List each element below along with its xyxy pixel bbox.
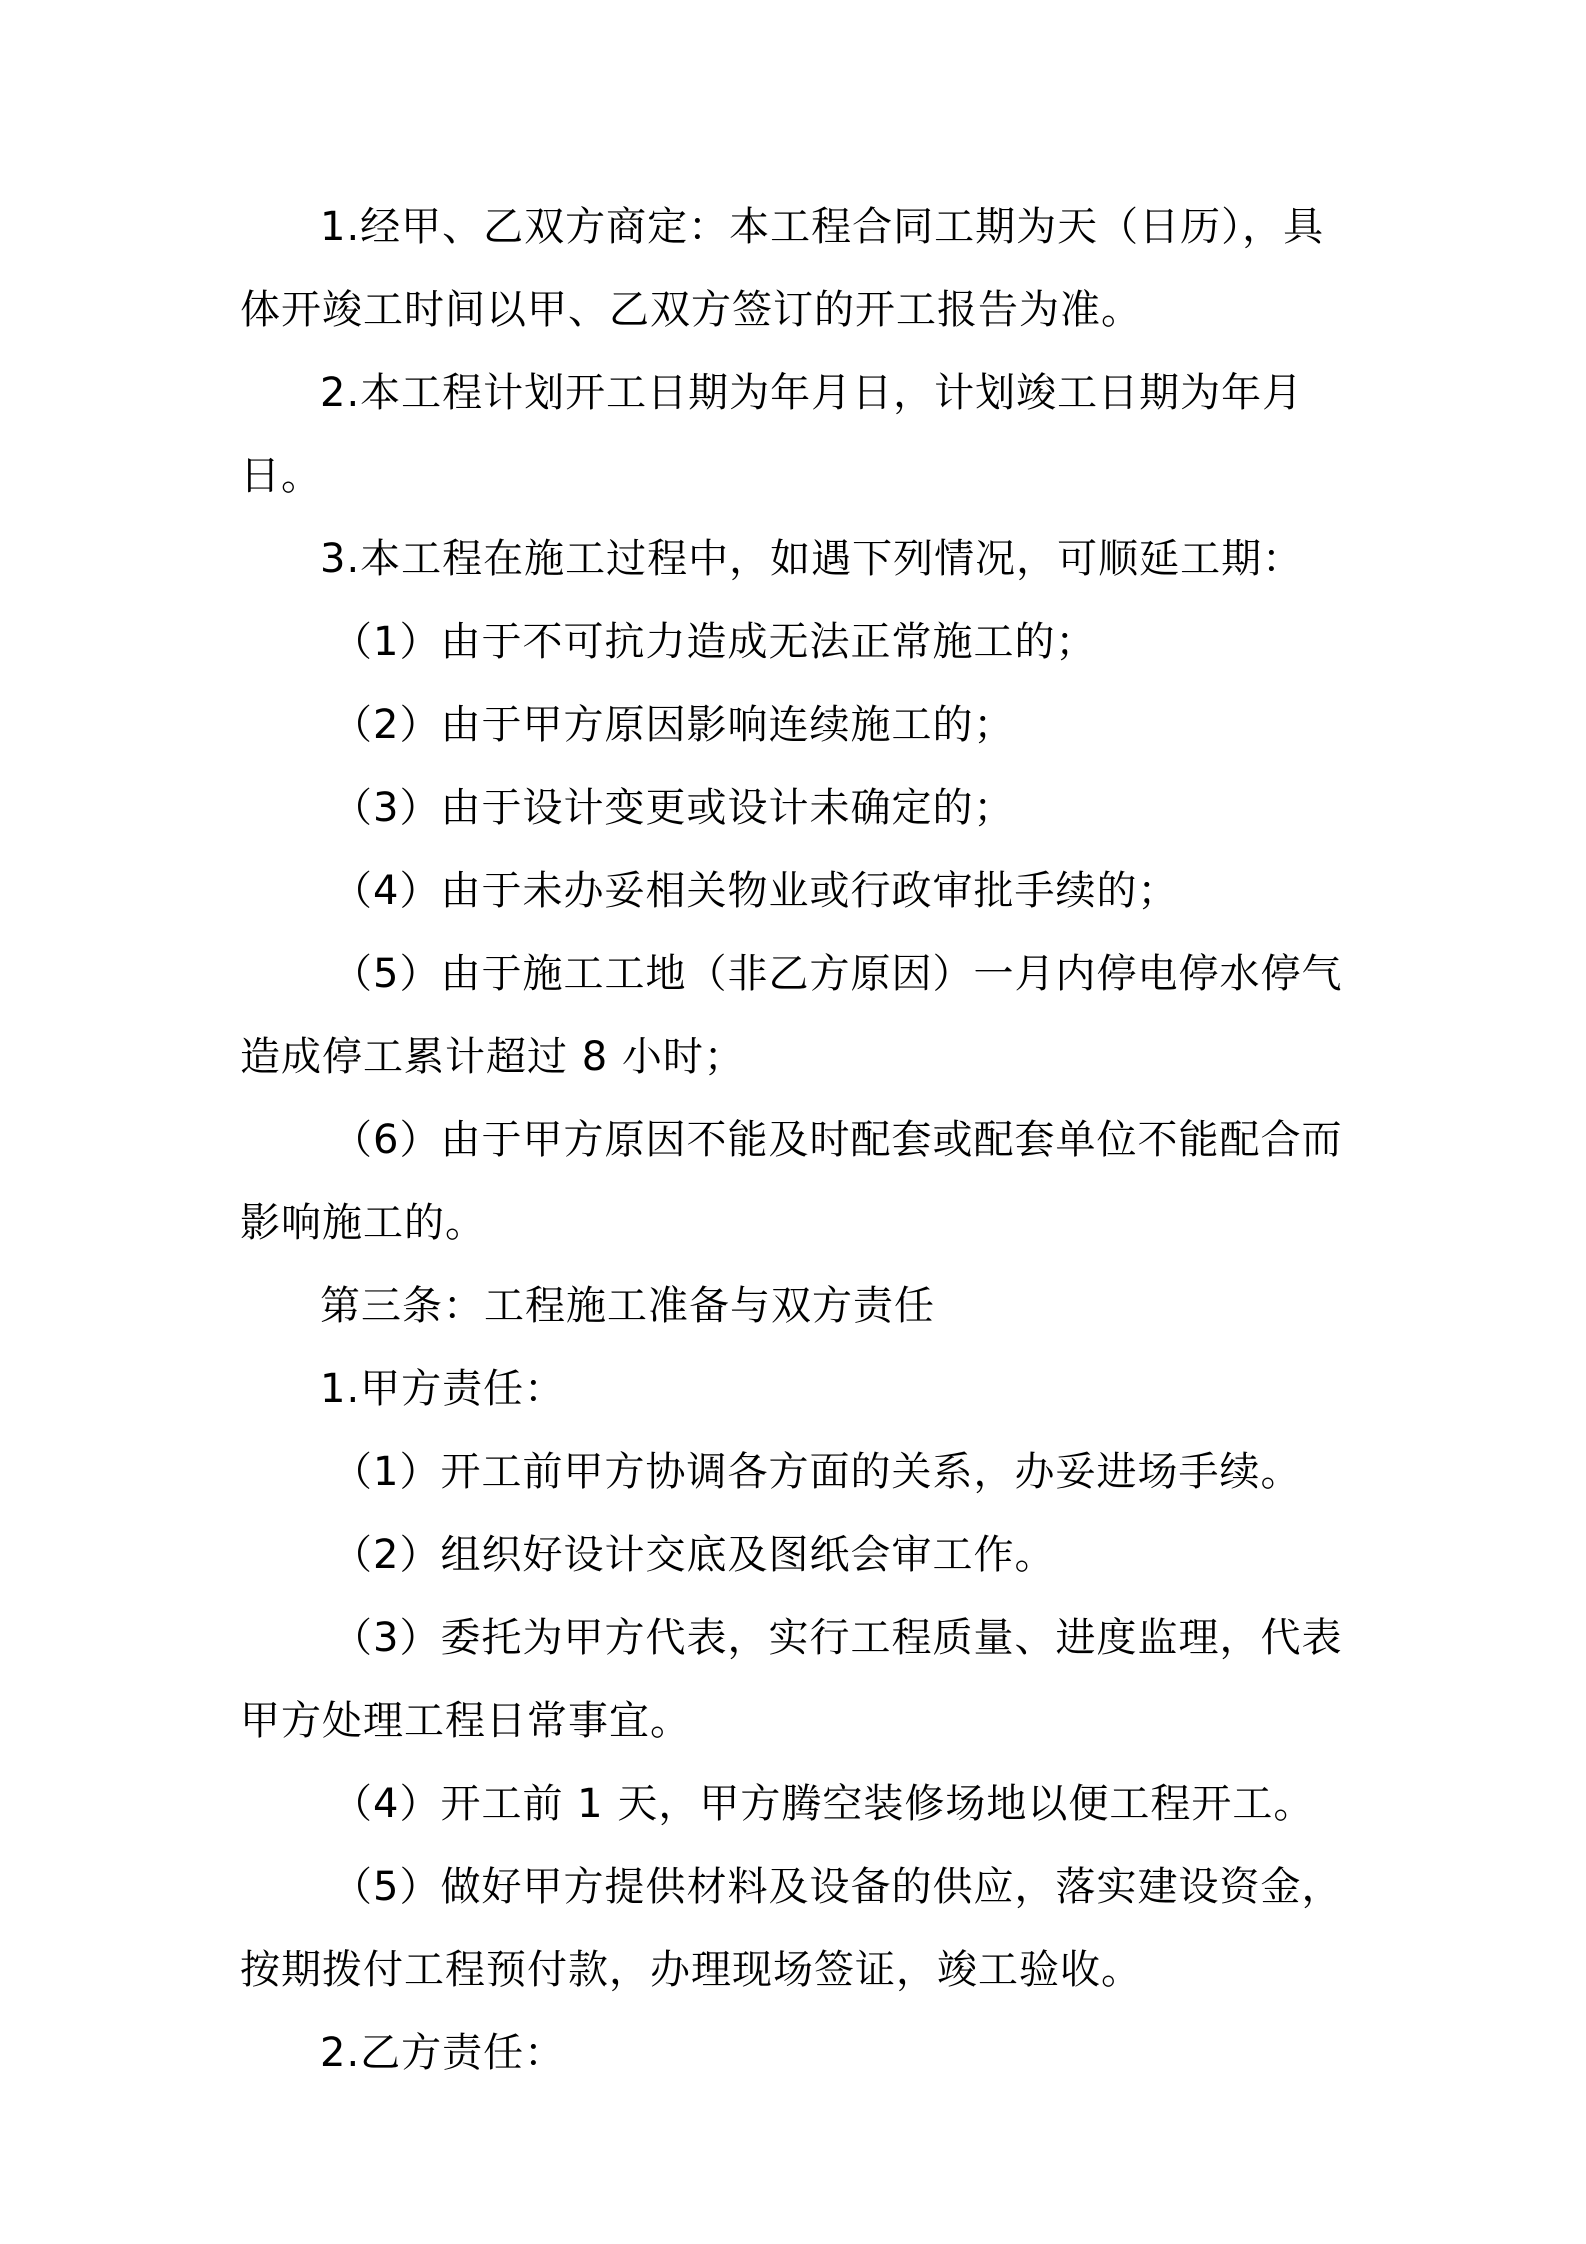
subsection-heading-party-b: 2.乙方责任：: [320, 2030, 566, 2076]
list-item: （2）组织好设计交底及图纸会审工作。: [332, 1532, 1056, 1578]
list-item: （2）由于甲方原因影响连续施工的；: [332, 702, 1015, 748]
list-item: （3）由于设计变更或设计未确定的；: [332, 785, 1015, 831]
list-item: （5）由于施工工地（非乙方原因）一月内停电停水停气造成停工累计超过 8 小时；: [240, 951, 1343, 1080]
list-item: （6）由于甲方原因不能及时配套或配套单位不能配合而影响施工的。: [240, 1117, 1343, 1246]
list-item: （1）开工前甲方协调各方面的关系，办妥进场手续。: [332, 1449, 1302, 1495]
list-item: （4）开工前 1 天，甲方腾空装修场地以便工程开工。: [332, 1781, 1315, 1827]
document-body: [240, 186, 1355, 2095]
subsection-heading-party-a: 1.甲方责任：: [320, 1366, 566, 1412]
section-heading: 第三条：工程施工准备与双方责任: [320, 1283, 935, 1329]
list-item: （1）由于不可抗力造成无法正常施工的；: [332, 619, 1097, 665]
list-item: （4）由于未办妥相关物业或行政审批手续的；: [332, 868, 1179, 914]
list-item: （5）做好甲方提供材料及设备的供应，落实建设资金，按期拨付工程预付款，办理现场签证，竣工验收。: [240, 1864, 1343, 1993]
paragraph-schedule: 2.本工程计划开工日期为年月日，计划竣工日期为年月日。: [240, 370, 1304, 499]
paragraph-duration: 1.经甲、乙双方商定：本工程合同工期为天（日历），具体开竣工时间以甲、乙双方签订的开工报告为准。: [240, 204, 1325, 333]
paragraph-extension-conditions: 3.本工程在施工过程中，如遇下列情况，可顺延工期：: [320, 536, 1304, 582]
list-item: （3）委托为甲方代表，实行工程质量、进度监理，代表甲方处理工程日常事宜。: [240, 1615, 1343, 1744]
